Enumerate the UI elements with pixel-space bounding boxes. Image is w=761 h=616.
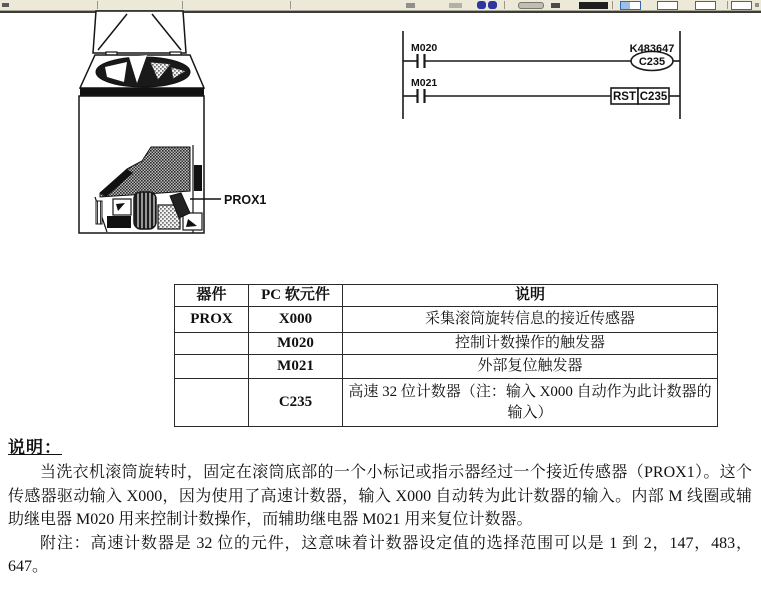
cell-device: PROX (175, 307, 249, 333)
contact-m020-label: M020 (411, 42, 438, 54)
cell-description: 外部复位触发器 (343, 355, 718, 379)
toolbar-icon-fragment-4[interactable] (551, 3, 560, 8)
explanation-note-paragraph: 附注：高速计数器是 32 位的元件，这意味着计数器设定值的选择范围可以是 1 到 2，147，483，647。 (8, 534, 752, 575)
cell-pc-element: X000 (249, 307, 343, 333)
toolbar-separator (97, 1, 98, 9)
page-view-icon-fill (621, 2, 630, 9)
machine-body (79, 96, 204, 233)
toolbar-icon-fragment-2[interactable] (406, 3, 415, 8)
toolbar-icon-fragment-6[interactable] (755, 3, 759, 7)
explanation-section (8, 433, 752, 579)
toolbar-separator (504, 1, 505, 9)
device-table (174, 284, 718, 427)
cell-description: 控制计数操作的触发器 (343, 333, 718, 355)
hand-tool-icon-fragment[interactable] (518, 2, 544, 9)
washing-machine-illustration (58, 10, 273, 238)
search-icon-fragment[interactable] (488, 1, 497, 9)
toolbar-icon-fragment-1[interactable] (2, 3, 9, 7)
prox1-label: PROX1 (224, 193, 267, 207)
motor (134, 192, 156, 229)
page-view-icon-fragment[interactable] (731, 1, 752, 10)
toolbar-separator (612, 1, 613, 9)
toolbar-icon-fragment-3[interactable] (449, 3, 462, 8)
table-row (175, 333, 718, 355)
table-header-row (175, 285, 718, 307)
counter-preset-label: K483647 (629, 43, 675, 55)
table-header-description: 说明 (343, 285, 718, 307)
table-row (175, 307, 718, 333)
toolbar-separator (727, 1, 728, 9)
cell-device (175, 355, 249, 379)
table-header-device: 器件 (175, 285, 249, 307)
rst-operand-label: C235 (639, 91, 668, 103)
explanation-paragraph: 当洗衣机滚筒旋转时，固定在滚筒底部的一个小标记或指示器经过一个接近传感器（PROX1）。这个传感器驱动输入 X000，因为使用了高速计数器，输入 X000 自动转为此计数器的输入。内部 M 线圈或辅助继电器 M020 用来控制计数操作，而辅助继电器 M021 用来复位计数器。 (8, 464, 752, 528)
page-view-icon-fragment[interactable] (657, 1, 678, 10)
cell-description: 采集滚筒旋转信息的接近传感器 (343, 307, 718, 333)
page-view-icon-fragment[interactable] (695, 1, 716, 10)
ladder-diagram (393, 28, 685, 123)
cell-pc-element: M020 (249, 333, 343, 355)
page-view-icon-fragment[interactable] (620, 1, 641, 10)
cell-device (175, 379, 249, 427)
machine-lid (93, 11, 186, 56)
table-row (175, 379, 718, 427)
cell-pc-element: M021 (249, 355, 343, 379)
cell-device (175, 333, 249, 355)
rst-label: RST (613, 91, 636, 103)
search-icon-fragment[interactable] (477, 1, 486, 9)
toolbar-separator (290, 1, 291, 9)
cell-pc-element: C235 (249, 379, 343, 427)
table-row (175, 355, 718, 379)
toolbar-icon-fragment-5[interactable] (579, 2, 608, 9)
table-header-pc-element: PC 软元件 (249, 285, 343, 307)
machine-top (80, 55, 204, 96)
contact-m021-label: M021 (411, 77, 438, 89)
toolbar-separator (182, 1, 183, 9)
explanation-heading: 说明： (8, 438, 62, 457)
counter-coil-label: C235 (638, 56, 666, 68)
cell-description: 高速 32 位计数器（注：输入 X000 自动作为此计数器的输入） (343, 379, 718, 427)
